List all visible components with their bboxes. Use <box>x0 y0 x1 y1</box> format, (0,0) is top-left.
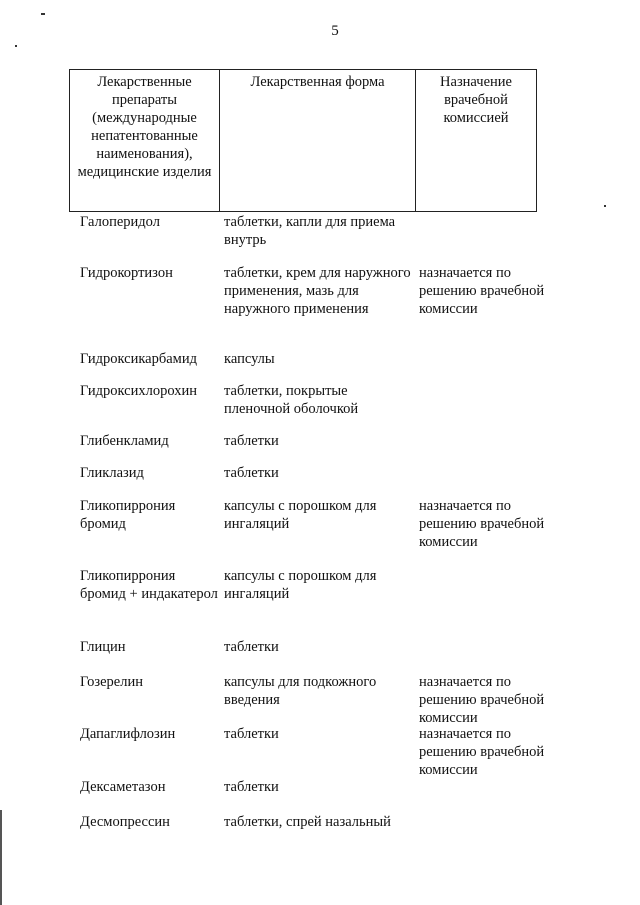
drug-form: таблетки <box>224 779 279 795</box>
scan-edge-line <box>0 810 2 905</box>
drug-form: таблетки, крем для наружного применения, мазь для наружного применения <box>224 265 411 317</box>
drug-name: Гидрокортизон <box>80 265 173 281</box>
drug-name: Дексаметазон <box>80 779 166 795</box>
commission-note: назначается по решению врачебной комиссии <box>419 265 545 317</box>
header-form: Лекарственная форма <box>220 70 416 212</box>
drug-name: Дапаглифлозин <box>80 726 176 742</box>
table-header <box>69 69 537 212</box>
drug-form: таблетки, капли для приема внутрь <box>224 214 396 248</box>
drug-form: капсулы для подкожного введения <box>224 674 377 708</box>
drug-name: Глибенкламид <box>80 433 169 449</box>
header-commission: Назначение врачебной комиссией <box>416 70 537 212</box>
drug-name: Глицин <box>80 639 126 655</box>
header-drugs: Лекарственные препараты (международные непатентованные наименования), медицинские изделия <box>70 70 220 212</box>
page-number: 5 <box>331 23 339 39</box>
drug-name: Гликопиррония бромид + индакатерол <box>80 568 218 602</box>
drug-name: Галоперидол <box>80 214 160 230</box>
scan-speck <box>604 205 606 207</box>
drug-name: Десмопрессин <box>80 814 170 830</box>
drug-form: капсулы с порошком для ингаляций <box>224 568 377 602</box>
scan-speck <box>15 45 17 47</box>
drug-name: Гидроксикарбамид <box>80 351 197 367</box>
drug-name: Гидроксихлорохин <box>80 383 197 399</box>
drug-name: Гликопиррония бромид <box>80 498 176 532</box>
drug-name: Гликлазид <box>80 465 144 481</box>
commission-note: назначается по решению врачебной комиссии <box>419 498 545 550</box>
drug-form: таблетки, спрей назальный <box>224 814 391 830</box>
commission-note: назначается по решению врачебной комиссии <box>419 674 545 726</box>
drug-name: Гозерелин <box>80 674 143 690</box>
scan-speck <box>41 13 45 15</box>
drug-form: капсулы с порошком для ингаляций <box>224 498 377 532</box>
drug-form: капсулы <box>224 351 275 367</box>
drug-form: таблетки <box>224 726 279 742</box>
drug-form: таблетки, покрытые пленочной оболочкой <box>224 383 359 417</box>
commission-note: назначается по решению врачебной комиссии <box>419 726 545 778</box>
drug-form: таблетки <box>224 465 279 481</box>
drug-form: таблетки <box>224 639 279 655</box>
drug-form: таблетки <box>224 433 279 449</box>
